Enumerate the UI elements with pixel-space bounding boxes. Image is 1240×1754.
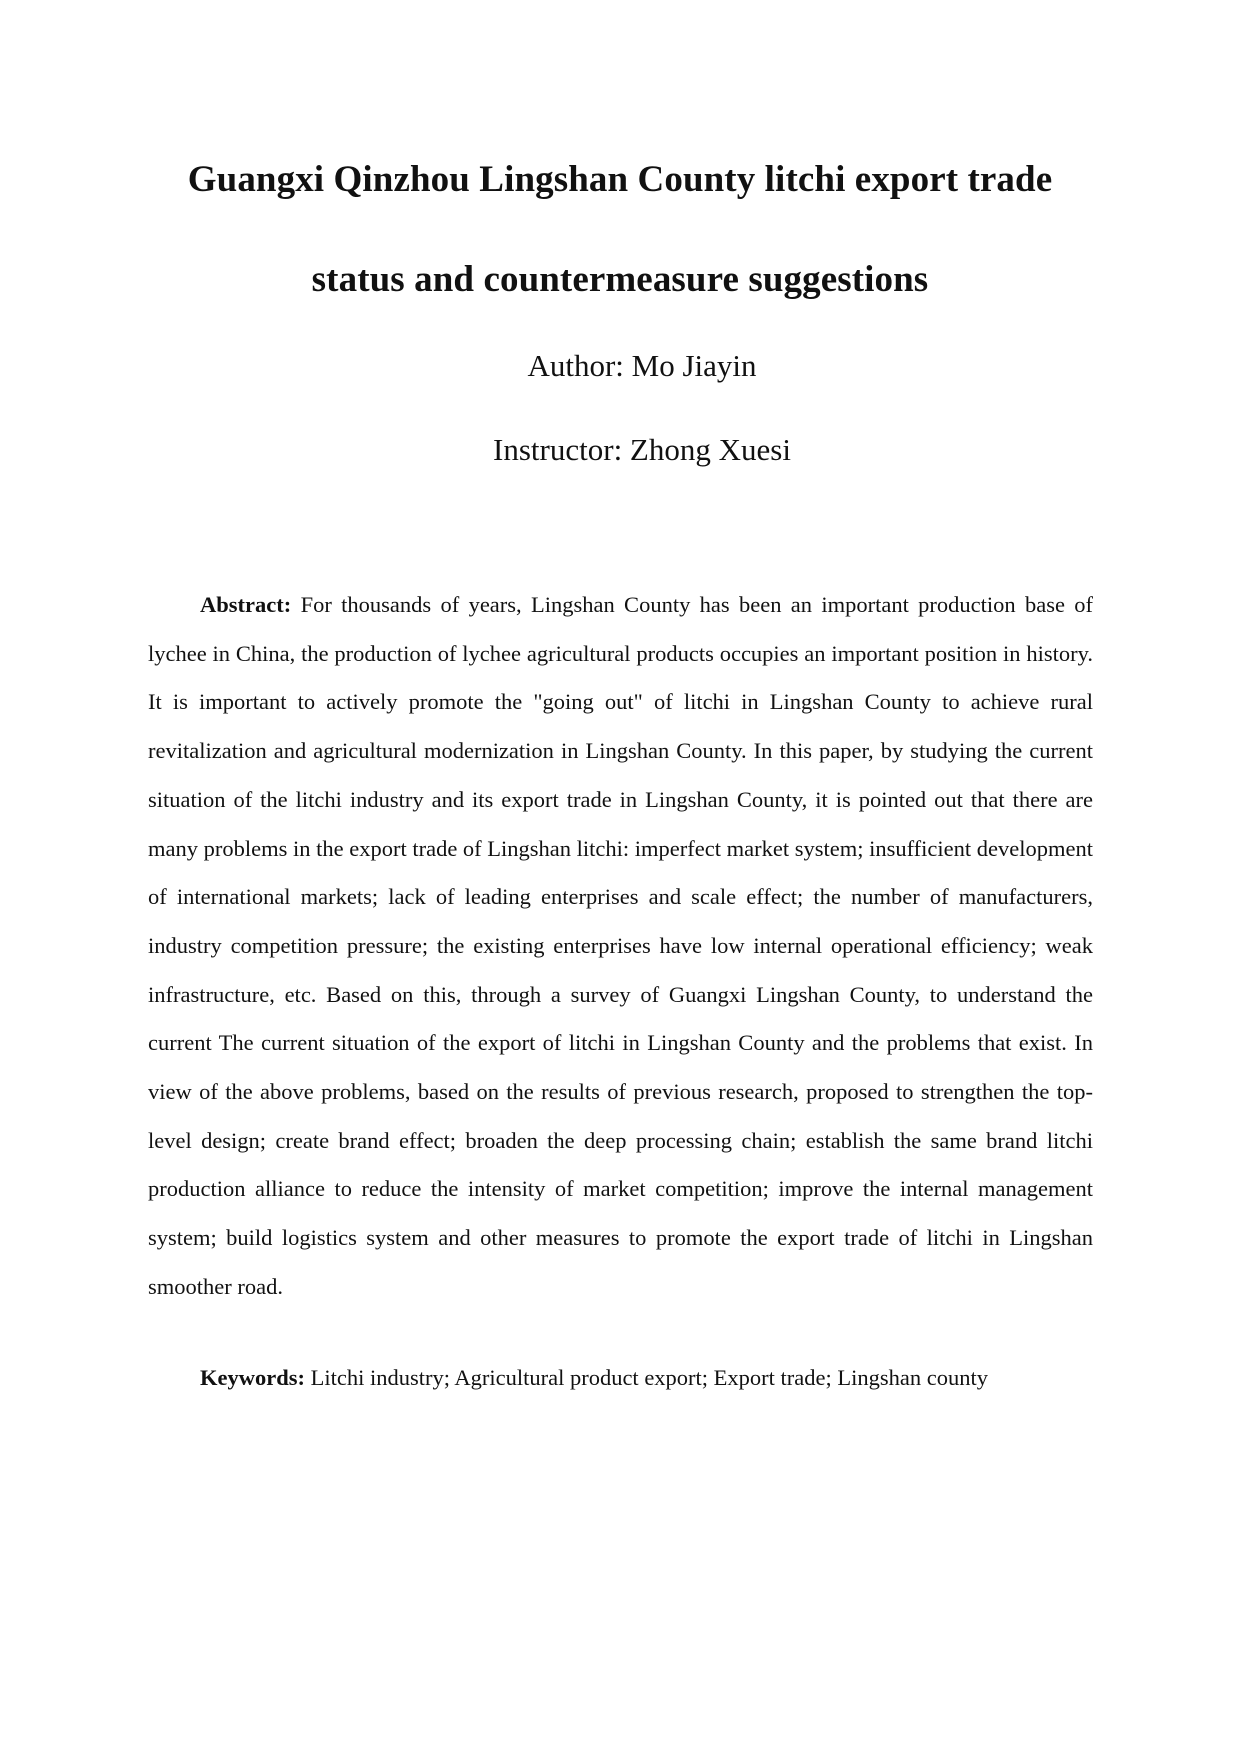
abstract-label: Abstract: (200, 592, 292, 617)
abstract-paragraph (148, 581, 1093, 1312)
paper-title-line-1: Guangxi Qinzhou Lingshan County litchi export trade (187, 159, 1053, 200)
abstract-text: For thousands of years, Lingshan County has been an important production base of lychee in China, the production of lychee agricultural products occupies an important position in history. It is important to actively promote the "going out" of litchi in Lingshan County to achieve rural revitalization and agricultural modernization in Lingshan County. In this paper, by studying the current situation of the litchi industry and its export trade in Lingshan County, it is pointed out that there are many problems in the export trade of Lingshan litchi: imperfect market system; insufficient development of international markets; lack of leading enterprises and scale effect; the number of manufacturers, industry competition pressure; the existing enterprises have low internal operational efficiency; weak infrastructure, etc. Based on this, through a survey of Guangxi Lingshan County, to understand the current The current situation of the export of litchi in Lingshan County and the problems that exist. In view of the above problems, based on the results of previous research, proposed to strengthen the top-level design; create brand effect; broaden the deep processing chain; establish the same brand litchi production alliance to reduce the intensity of market competition; improve the internal management system; build logistics system and other measures to promote the export trade of litchi in Lingshan smoother road. (148, 592, 1094, 1299)
keywords-text: Litchi industry; Agricultural product export; Export trade; Lingshan county (310, 1365, 988, 1390)
keywords-paragraph (148, 1354, 1093, 1403)
author-line: Author: Mo Jiayin (527, 348, 757, 383)
instructor-line: Instructor: Zhong Xuesi (493, 432, 791, 467)
keywords-label: Keywords: (200, 1365, 305, 1390)
paper-title-line-2: status and countermeasure suggestions (311, 259, 929, 300)
